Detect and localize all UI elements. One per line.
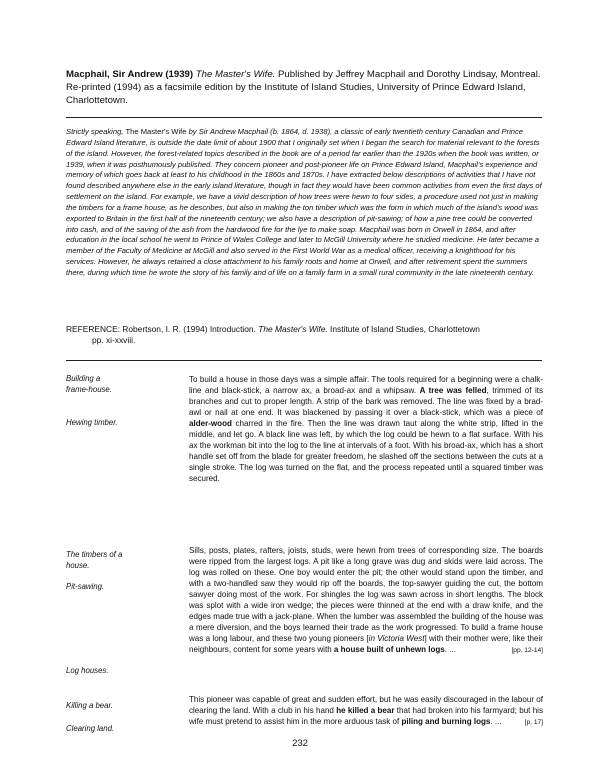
intro-book-title: The Master's Wife	[125, 127, 187, 136]
entry-title: The Master's Wife.	[195, 69, 276, 80]
highlight-unhewn-logs: a house built of unhewn logs	[333, 645, 445, 655]
reference-label: REFERENCE:	[66, 324, 120, 334]
reference-title: The Master's Wife.	[258, 324, 328, 334]
page-number: 232	[292, 738, 308, 749]
page-citation-1: [pp. 12-14]	[511, 647, 543, 655]
page-citation-2: [p. 17]	[524, 719, 543, 727]
sidenote-pitsawing: Pit-sawing.	[66, 582, 105, 591]
location-note: in Victoria West	[368, 634, 425, 644]
highlight-alder-wood: alder-wood	[189, 419, 232, 429]
sidenote-clearing: Clearing land.	[66, 724, 115, 733]
introduction-paragraph: Strictly speaking, The Master's Wife by Sir Andrew Macphail (b. 1864, d. 1938), a classic of early twentieth century Canadian and Prince Edward Island literature, is outside the date limit of about 1900 that I originally set when I began the search for material relevant to the forests of the island. However, the forest-related topics described in the book are of a period far earlier than the 1920s when the book was written, or 1939, when it was posthumously published. They concern pioneer and post-pioneer life on Prince Edward Island, Macphail's experience and memory of which goes back at least to his childhood in the 1860s and 1870s. I have extracted below descriptions of activities that I have not found described anywhere else in the early island literature, though in fact they would have been common activities from even the first days of settlement on the island. For example, we have a vivid description of how trees were hewn to four sides, a procedure used not just in making the timbers for a frame house, as he describes, but also in making the ton timber which was the form in which much of the island's wood was exported to Britain in the first half of the nineteenth century; we also have a description of pit-sawing; of how a pine tree could be converted into cash, and of the saving of the ash from the hardwood fire for the lye to make soap. Macphail was born in Orwell in 1864, and after education in the local school he went to Prince of Wales College and later to McGill University where he studied medicine. He later became a member of the Faculty of Medicine at McGill and also served in the First World War as a medical officer, receiving a knighthood for his services. However, he always retained a close attachment to his family roots and home at Orwell, and after retirement spent the summers there, during which time he wrote the story of his family and of life on a family farm in a small rural community in the late nineteenth century.	[66, 127, 542, 277]
highlight-killed-bear: he killed a bear	[336, 706, 395, 716]
excerpt-paragraph-3: This pioneer was capable of great and sudden effort, but he was easily discouraged in the labour of clearing the land. With a club in his hand he killed a bear that had broken into his farmyard; but his wife must pretend to assist him in the more arduous task of piling and burning logs. ... [p. 17]	[189, 694, 543, 728]
divider-top	[66, 117, 542, 118]
highlight-tree-felled: A tree was felled	[419, 386, 487, 396]
excerpt-paragraph-1: To build a house in those days was a simple affair. The tools required for a beginning were a chalk-line and black-stick, a narrow ax, a broad-ax and a whipsaw. A tree was felled, trimmed of its branches and cut to proper length. A strip of the bark was removed. The line was fixed by a brad-awl or nail at one end. It was blackened by passing it over a black-stick, which was a piece of alder-wood charred in the fire. Then the line was drawn taut along the white strip, lifted in the middle, and let go. A black line was left, by which the log could be hewn to a flat surface. With his ax the workman bit into the log to the line at intervals of a foot. With his broad-ax, which has a short handle set off from the blade for greater freedom, he slashed off the sections between the cuts at a single stroke. The log was turned on the flat, and the process repeated until a squared timber was secured.	[189, 375, 543, 484]
sidenote-loghouses: Log houses.	[66, 666, 109, 675]
sidenote-timbers: The timbers of a house.	[66, 550, 123, 570]
highlight-burning-logs: piling and burning logs	[401, 717, 491, 727]
reference-pages: pp. xi-xxviii.	[92, 335, 136, 345]
entry-author: Macphail, Sir Andrew (1939)	[66, 69, 194, 80]
sidenote-hewing: Hewing timber.	[66, 418, 118, 427]
sidenote-bear: Killing a bear.	[66, 701, 113, 710]
excerpt-paragraph-2: Sills, posts, plates, rafters, joists, studs, were hewn from trees of corresponding size. The boards were ripped from the largest logs. A pit like a long grave was dug and skids were laid across. The log was rolled on these. One boy would enter the pit; the other would stand upon the timber, and with a two-handled saw they would rip off the boards, the top-sawyer guiding the cut, the bottom sawyer doing most of the work. For shingles the log was sawn across in short lengths. The block was splot with a wide iron wedge; the pieces were thinned at the end with a draw knife, and the edges made true with a jack-plane. When the lumber was assembled the building of the house was a mere diversion, and the boys learned their trade as the work progressed. To build a frame house was a long labour, and these two young pioneers [in Victoria West] with their mother were, like their neighbours, content for some years with a house built of unhewn logs. ... [pp. 12-14]	[189, 545, 543, 656]
sidenote-building: Building a frame-house.	[66, 374, 112, 394]
reference-entry: REFERENCE: Robertson, I. R. (1994) Introduction. The Master's Wife. Institute of Island Studies, Charlottetown pp. xi-xxviii.	[66, 324, 544, 346]
divider-middle	[66, 360, 542, 361]
bibliographic-header	[66, 68, 556, 108]
entry-publication: Published by Jeffrey Macphail and Dorothy Lindsay, Montreal. Re-printed (1994) as a facsimile edition by the Institute of Island Studies, University of Prince Edward Island, Charlottetown.	[66, 69, 541, 107]
